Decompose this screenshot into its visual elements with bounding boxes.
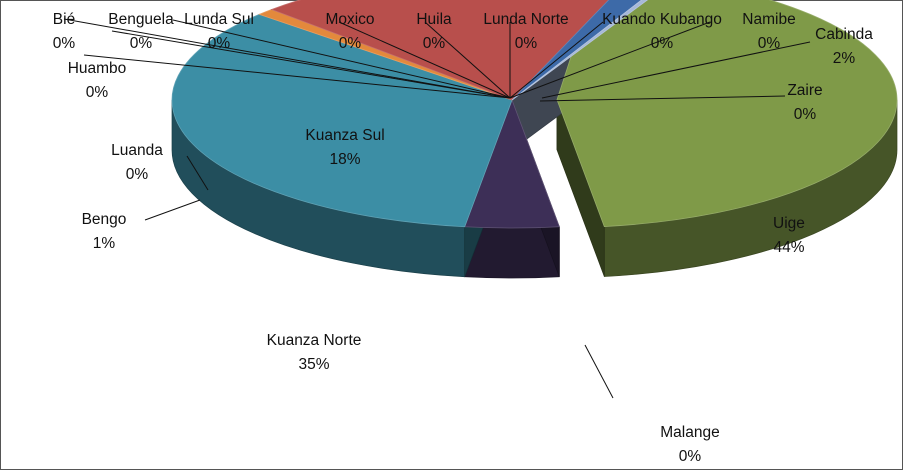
label-value-zaire: 0% — [793, 106, 817, 123]
leader-line-14 — [585, 345, 613, 398]
label-category-kuanza-norte: Kuanza Norte — [266, 332, 362, 349]
label-category-kuando-kubango: Kuando Kubango — [602, 11, 722, 28]
leader-line-12 — [145, 200, 200, 220]
label-category-benguela: Benguela — [108, 11, 174, 28]
label-value-moxico: 0% — [338, 35, 362, 52]
label-value-uige: 44% — [773, 239, 805, 256]
label-value-malange: 0% — [678, 448, 702, 465]
label-category-kuanza-sul: Kuanza Sul — [305, 127, 385, 144]
data-label-huambo — [68, 60, 127, 101]
label-value-lunda-sul: 0% — [207, 35, 231, 52]
label-value-kuanza-norte: 35% — [298, 356, 330, 373]
data-label-luanda — [111, 142, 163, 183]
label-value-namibe: 0% — [757, 35, 781, 52]
label-category-lunda-norte: Lunda Norte — [483, 11, 569, 28]
label-category-zaire: Zaire — [787, 82, 823, 99]
label-category-uige: Uige — [773, 215, 805, 232]
data-label-bengo — [82, 211, 127, 252]
label-category-moxico: Moxico — [325, 11, 375, 28]
label-value-huambo: 0% — [85, 84, 109, 101]
data-label-malange — [660, 424, 719, 465]
label-value-benguela: 0% — [129, 35, 153, 52]
label-category-huila: Huila — [416, 11, 452, 28]
label-value-huila: 0% — [422, 35, 446, 52]
label-category-huambo: Huambo — [67, 60, 127, 77]
label-category-bie: Bié — [52, 11, 76, 28]
label-value-bengo: 1% — [92, 235, 116, 252]
label-category-namibe: Namibe — [742, 11, 796, 28]
label-value-kuanza-sul: 18% — [329, 151, 361, 168]
label-category-bengo: Bengo — [81, 211, 127, 228]
data-label-bie — [53, 11, 76, 52]
label-value-bie: 0% — [52, 35, 76, 52]
label-value-lunda-norte: 0% — [514, 35, 538, 52]
label-value-cabinda: 2% — [832, 50, 856, 67]
label-value-kuando-kubango: 0% — [650, 35, 674, 52]
data-label-benguela — [108, 11, 174, 52]
label-category-malange: Malange — [660, 424, 720, 441]
label-category-cabinda: Cabinda — [815, 26, 873, 43]
label-category-luanda: Luanda — [111, 142, 163, 159]
label-category-lunda-sul: Lunda Sul — [184, 11, 254, 28]
label-value-luanda: 0% — [125, 166, 149, 183]
data-label-kuanza-norte — [267, 332, 362, 373]
